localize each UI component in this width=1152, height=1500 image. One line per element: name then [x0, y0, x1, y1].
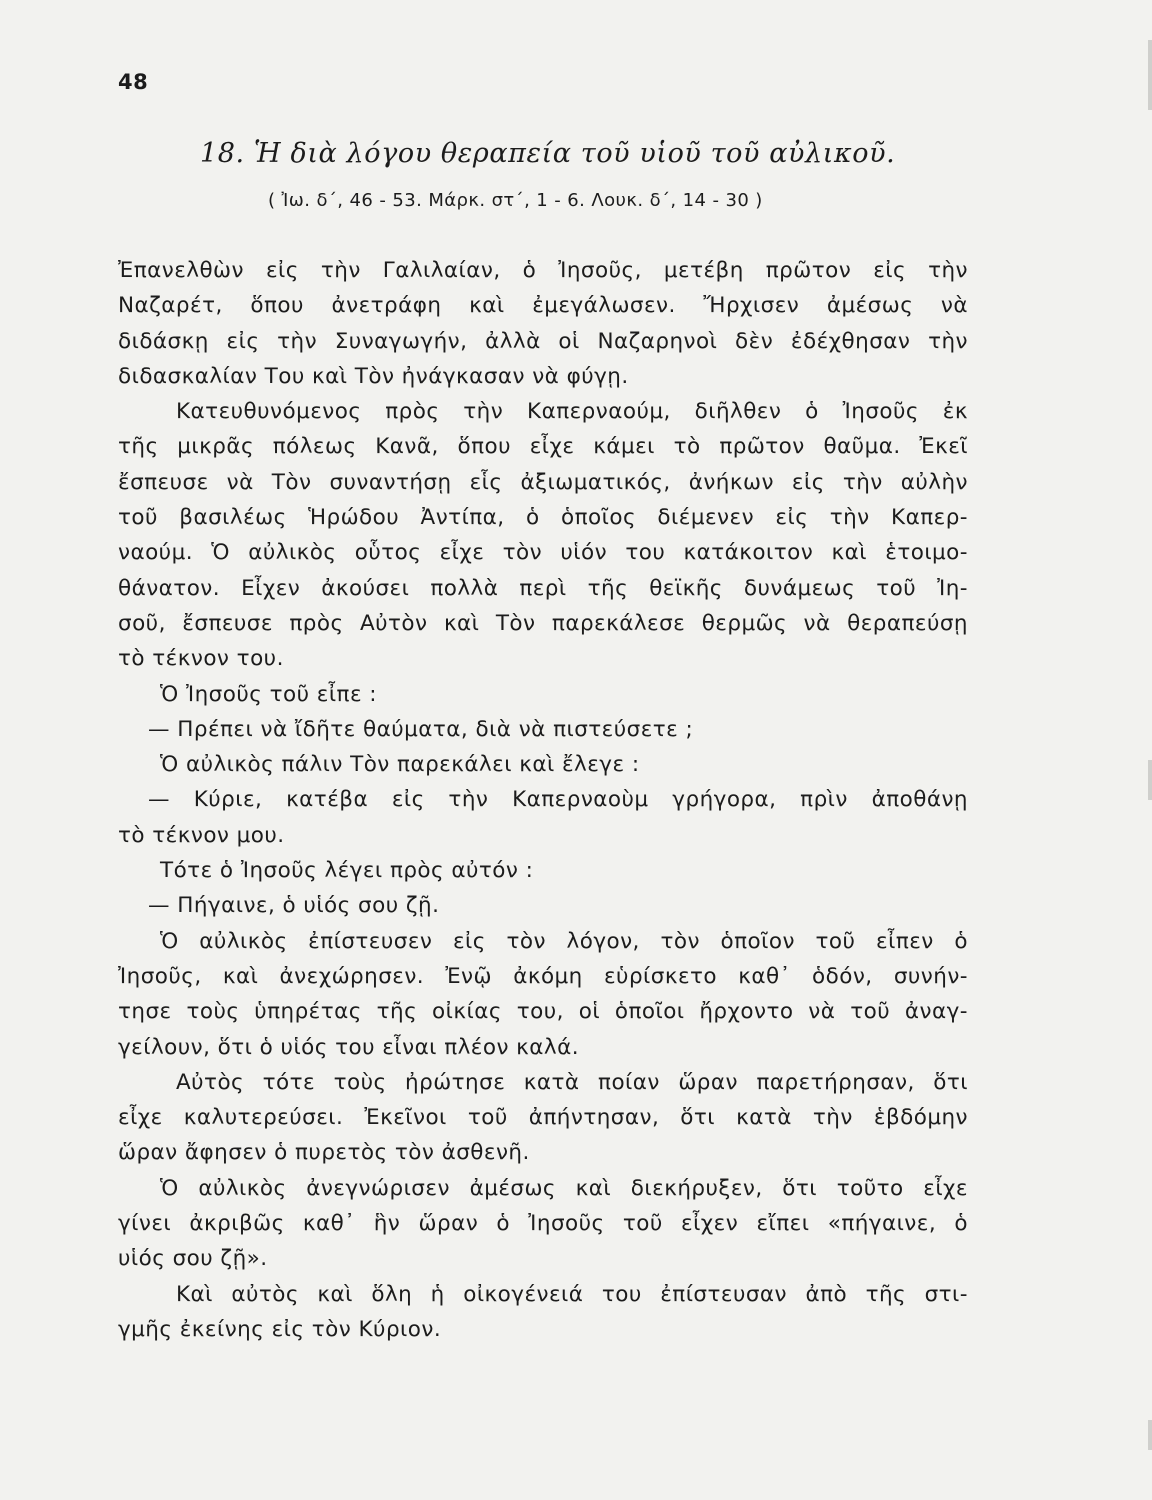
text-line: Αὐτὸς τότε τοὺς ἠρώτησε κατὰ ποίαν ὥραν παρετήρησαν, ὅτι — [176, 1069, 968, 1095]
text-line: Ἐπανελθὼν εἰς τὴν Γαλιλαίαν, ὁ Ἰησοῦς, μετέβη πρῶτον εἰς τὴν — [118, 258, 968, 283]
chapter-title: 18. Ἡ διὰ λόγου θεραπεία τοῦ υἱοῦ τοῦ αὐλικοῦ. — [200, 138, 896, 169]
text-line: ἔσπευσε νὰ Τὸν συναντήσῃ εἷς ἀξιωματικός, ἀνήκων εἰς τὴν αὐλὴν — [118, 469, 968, 495]
text-line: σοῦ, ἔσπευσε πρὸς Αὐτὸν καὶ Τὸν παρεκάλεσε θερμῶς νὰ θεραπεύσῃ — [118, 610, 968, 636]
text-line: θάνατον. Εἶχεν ἀκούσει πολλὰ περὶ τῆς θεϊκῆς δυνάμεως τοῦ Ἰη- — [118, 575, 968, 601]
text-line: τὸ τέκνον μου. — [118, 822, 285, 848]
scripture-references: ( Ἰω. δ΄, 46 - 53. Μάρκ. στ΄, 1 - 6. Λουκ. δ΄, 14 - 30 ) — [268, 190, 763, 211]
scan-edge-mark — [1148, 1420, 1152, 1450]
text-line: τὸ τέκνον του. — [118, 646, 284, 672]
text-line: Ὁ αὐλικὸς ἀνεγνώρισεν ἀμέσως καὶ διεκήρυξεν, ὅτι τοῦτο εἶχε — [160, 1175, 968, 1201]
text-line: διδάσκῃ εἰς τὴν Συναγωγήν, ἀλλὰ οἱ Ναζαρηνοὶ δὲν ἐδέχθησαν τὴν — [118, 328, 968, 354]
text-line: γείλουν, ὅτι ὁ υἱός του εἶναι πλέον καλά. — [118, 1034, 580, 1060]
text-line: γίνει ἀκριβῶς καθ᾽ ἣν ὥραν ὁ Ἰησοῦς τοῦ εἶχεν εἴπει «πήγαινε, ὁ — [118, 1211, 968, 1237]
text-line: — Πήγαινε, ὁ υἱός σου ζῇ. — [148, 893, 440, 919]
scan-edge-mark — [1148, 40, 1152, 110]
text-line: Κατευθυνόμενος πρὸς τὴν Καπερναούμ, διῆλθεν ὁ Ἰησοῦς ἐκ — [176, 399, 968, 425]
text-line: ναούμ. Ὁ αὐλικὸς οὗτος εἶχε τὸν υἱόν του κατάκοιτον καὶ ἑτοιμο- — [118, 540, 968, 566]
text-line: εἶχε καλυτερεύσει. Ἐκεῖνοι τοῦ ἀπήντησαν, ὅτι κατὰ τὴν ἑβδόμην — [118, 1105, 968, 1131]
text-line: υἱός σου ζῇ». — [118, 1246, 268, 1272]
text-line: ὥραν ἄφησεν ὁ πυρετὸς τὸν ἀσθενῆ. — [118, 1140, 530, 1166]
text-line: τοῦ βασιλέως Ἡρώδου Ἀντίπα, ὁ ὁποῖος διέμενεν εἰς τὴν Καπερ- — [118, 505, 968, 531]
text-line: Τότε ὁ Ἰησοῦς λέγει πρὸς αὐτόν : — [160, 858, 534, 884]
text-line: Ὁ αὐλικὸς πάλιν Τὸν παρεκάλει καὶ ἔλεγε : — [160, 752, 640, 778]
scan-edge-mark — [1148, 760, 1152, 800]
page-number: 48 — [118, 70, 149, 94]
text-line: διδασκαλίαν Του καὶ Τὸν ἠνάγκασαν νὰ φύγῃ. — [118, 363, 629, 389]
text-line: Καὶ αὐτὸς καὶ ὅλη ἡ οἰκογένειά του ἐπίστευσαν ἀπὸ τῆς στι- — [176, 1281, 968, 1307]
text-line: τησε τοὺς ὑπηρέτας τῆς οἰκίας του, οἱ ὁποῖοι ἤρχοντο νὰ τοῦ ἀναγ- — [118, 999, 968, 1025]
body-text — [118, 253, 968, 1347]
text-line: Ἰησοῦς, καὶ ἀνεχώρησεν. Ἐνῷ ἀκόμη εὑρίσκετο καθ᾽ ὁδόν, συνήν- — [118, 963, 968, 989]
text-line: Ναζαρέτ, ὅπου ἀνετράφη καὶ ἐμεγάλωσεν. Ἤρχισεν ἀμέσως νὰ — [118, 293, 968, 319]
text-line: γμῆς ἐκείνης εἰς τὸν Κύριον. — [118, 1316, 442, 1342]
text-line: — Κύριε, κατέβα εἰς τὴν Καπερναοὺμ γρήγορα, πρὶν ἀποθάνῃ — [148, 787, 968, 813]
text-line: Ὁ αὐλικὸς ἐπίστευσεν εἰς τὸν λόγον, τὸν ὁποῖον τοῦ εἶπεν ὁ — [160, 928, 968, 954]
text-line: — Πρέπει νὰ ἴδῆτε θαύματα, διὰ νὰ πιστεύσετε ; — [148, 716, 694, 742]
text-line: Ὁ Ἰησοῦς τοῦ εἶπε : — [160, 681, 377, 707]
text-line: τῆς μικρᾶς πόλεως Κανᾶ, ὅπου εἶχε κάμει τὸ πρῶτον θαῦμα. Ἐκεῖ — [118, 434, 968, 460]
